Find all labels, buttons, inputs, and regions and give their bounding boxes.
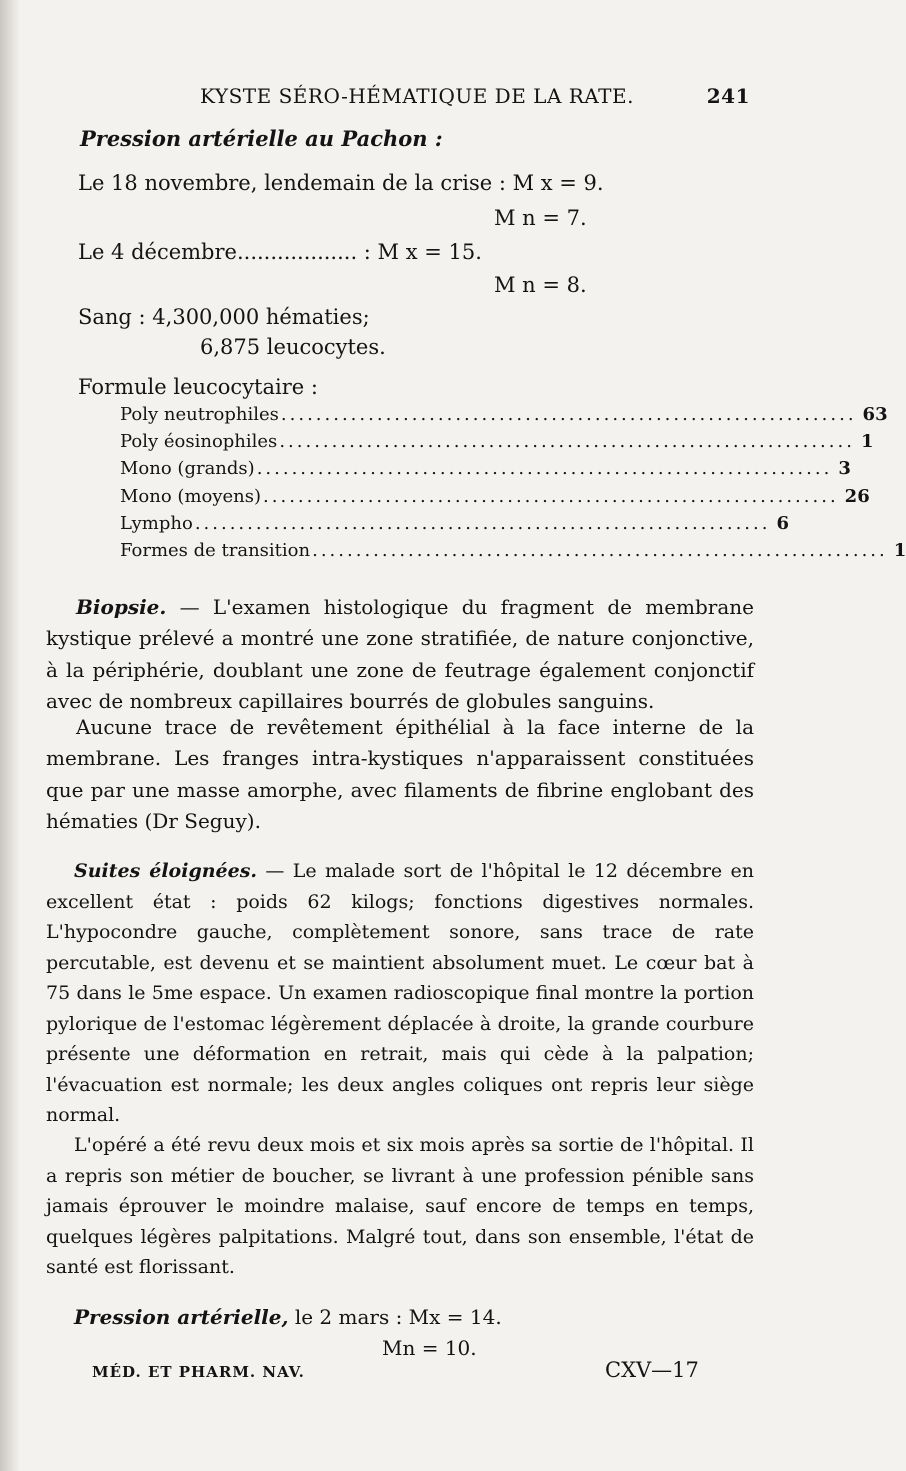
pression-2-line-1 [74,1305,502,1329]
leader-dots: .................................................................. [263,485,839,507]
row-value: 6 [776,512,789,534]
opere-paragraph: L'opéré a été revu deux mois et six mois après sa sortie de l'hôpital. Il a repris son métier de boucher, se livrant à une profession pénible sans jamais éprouver le moindre malaise, sauf encore de temps en temps, quelques légères palpitations. Malgré tout, dans son ensemble, l'état de santé est florissant. [46,1134,754,1278]
leader-dots: .................................................................. [194,512,771,534]
row-label: Mono (grands) [120,458,255,480]
row-label: Formes de transition [120,539,311,561]
row-value: 3 [838,458,851,480]
table-row [120,404,888,431]
page-edge-shadow [0,0,20,1471]
biopsie-text: — L'examen histologique du fragment de membrane kystique prélevé a montré une zone stratifiée, de nature conjonctive, à la périphérie, doublant une zone de feutrage également conjonctif avec de nombreux capillaires bourrés de globules sanguins. [46,595,754,713]
pression-2-text: le 2 mars : Mx = 14. [288,1305,502,1329]
table-row [120,485,870,513]
footer-journal: MÉD. ET PHARM. NAV. [92,1363,305,1381]
pression-2-lead: Pression artérielle, [74,1305,289,1329]
suites-lead: Suites éloignées. [74,860,258,882]
row-label: Poly éosinophiles [120,431,278,453]
pression-2-line-2: Mn = 10. [382,1336,477,1360]
page-number: 241 [706,84,750,108]
footer-signature: CXV—17 [605,1358,699,1382]
table-row [120,458,851,485]
formule-heading: Formule leucocytaire : [78,375,318,399]
running-header [200,84,750,114]
biopsie-lead: Biopsie. [76,595,167,619]
leader-dots: .................................................................. [279,431,855,453]
sang-line-1: Sang : 4,300,000 hématies; [78,305,370,329]
table-row [120,431,874,458]
running-title: KYSTE SÉRO-HÉMATIQUE DE LA RATE. [200,84,634,108]
row-label: Mono (moyens) [120,485,262,507]
sang-line-2: 6,875 leucocytes. [200,335,386,359]
leader-dots: .................................................................. [256,458,833,480]
row-value: 1 [860,431,874,453]
leucocyte-table [120,404,906,567]
biopsie-paragraph [46,592,754,717]
aucune-paragraph: Aucune trace de revêtement épithélial à la face interne de la membrane. Les franges intra-kystiques n'apparaissent constituées que par une masse amorphe, avec filaments de fibrine englobant des hématies (Dr Seguy). [46,715,754,833]
pression-heading: Pression artérielle au Pachon : [80,126,443,151]
pression-line-3: Le 4 décembre.................. : M x = 15. [78,240,482,264]
suites-paragraph [46,856,754,1131]
row-label: Lympho [120,512,193,534]
leader-dots: .................................................................. [280,404,857,425]
pression-line-2: M n = 7. [494,206,587,230]
row-value: 63 [862,404,888,425]
pression-line-4: M n = 8. [494,273,587,297]
row-value: 26 [844,485,870,507]
suites-text: — Le malade sort de l'hôpital le 12 décembre en excellent état : poids 62 kilogs; fonctions digestives normales. L'hypocondre gauche, complètement sonore, sans trace de rate percutable, est devenu et se maintient absolument muet. Le cœur bat à 75 dans le 5me espace. Un examen radioscopique final montre la portion pylorique de l'estomac légèrement déplacée à droite, la grande courbure présente une déformation en retrait, mais qui cède à la palpation; l'évacuation est normale; les deux angles coliques ont repris leur siège normal. [46,860,754,1126]
pression-line-1: Le 18 novembre, lendemain de la crise : M x = 9. [78,171,604,195]
leader-dots: .................................................................. [312,539,888,561]
table-row [120,539,906,567]
table-row [120,512,789,540]
row-label: Poly neutrophiles [120,404,279,425]
row-value: 1 [893,539,906,561]
